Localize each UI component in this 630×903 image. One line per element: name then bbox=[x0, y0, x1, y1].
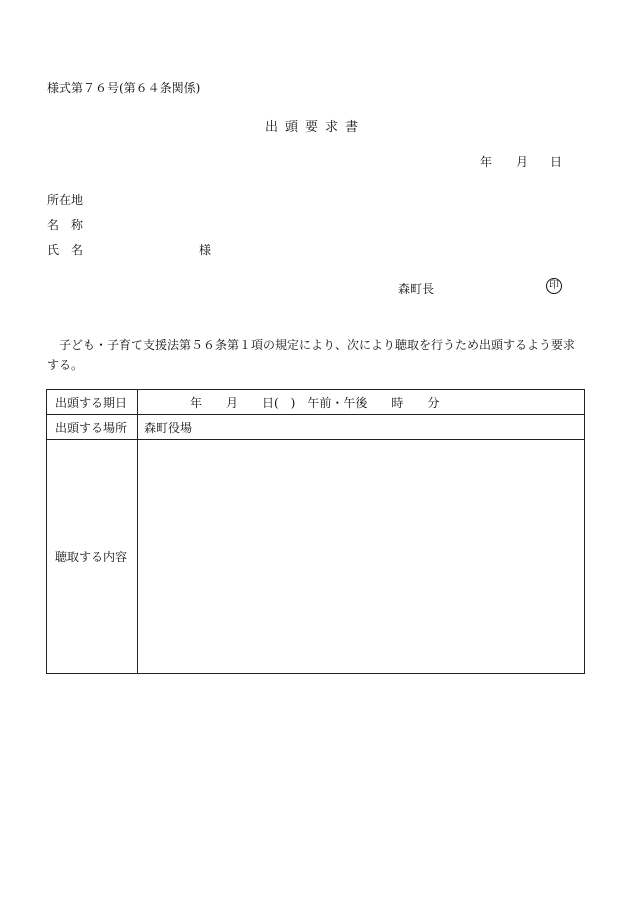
name-label: 名 称 bbox=[47, 218, 84, 232]
honorific: 様 bbox=[199, 243, 212, 257]
issuer-title: 森町長 bbox=[398, 282, 435, 296]
address-label: 所在地 bbox=[47, 193, 84, 207]
person-name-label: 氏 名 bbox=[47, 243, 84, 257]
date-year: 年 bbox=[480, 155, 493, 169]
appearance-place-label: 出頭する場所 bbox=[47, 415, 138, 440]
appearance-date-value: 年 月 日( ) 午前・午後 時 分 bbox=[138, 390, 585, 415]
appearance-place-value: 森町役場 bbox=[138, 415, 585, 440]
body-paragraph: 子ども・子育て支援法第５６条第１項の規定により、次により聴取を行うため出頭するよう要求する。 bbox=[47, 338, 576, 372]
document-title: 出頭要求書 bbox=[264, 120, 365, 135]
form-number: 様式第７６号(第６４条関係) bbox=[47, 81, 201, 95]
info-table bbox=[46, 389, 585, 674]
appearance-date-label: 出頭する期日 bbox=[47, 390, 138, 415]
date-month: 月 bbox=[516, 155, 529, 169]
table-row bbox=[47, 440, 585, 674]
date-day: 日 bbox=[550, 155, 563, 169]
table-row bbox=[47, 390, 585, 415]
seal-mark: 印 bbox=[546, 278, 562, 294]
table-row bbox=[47, 415, 585, 440]
hearing-content-value bbox=[138, 440, 585, 674]
hearing-content-label: 聴取する内容 bbox=[47, 440, 138, 674]
